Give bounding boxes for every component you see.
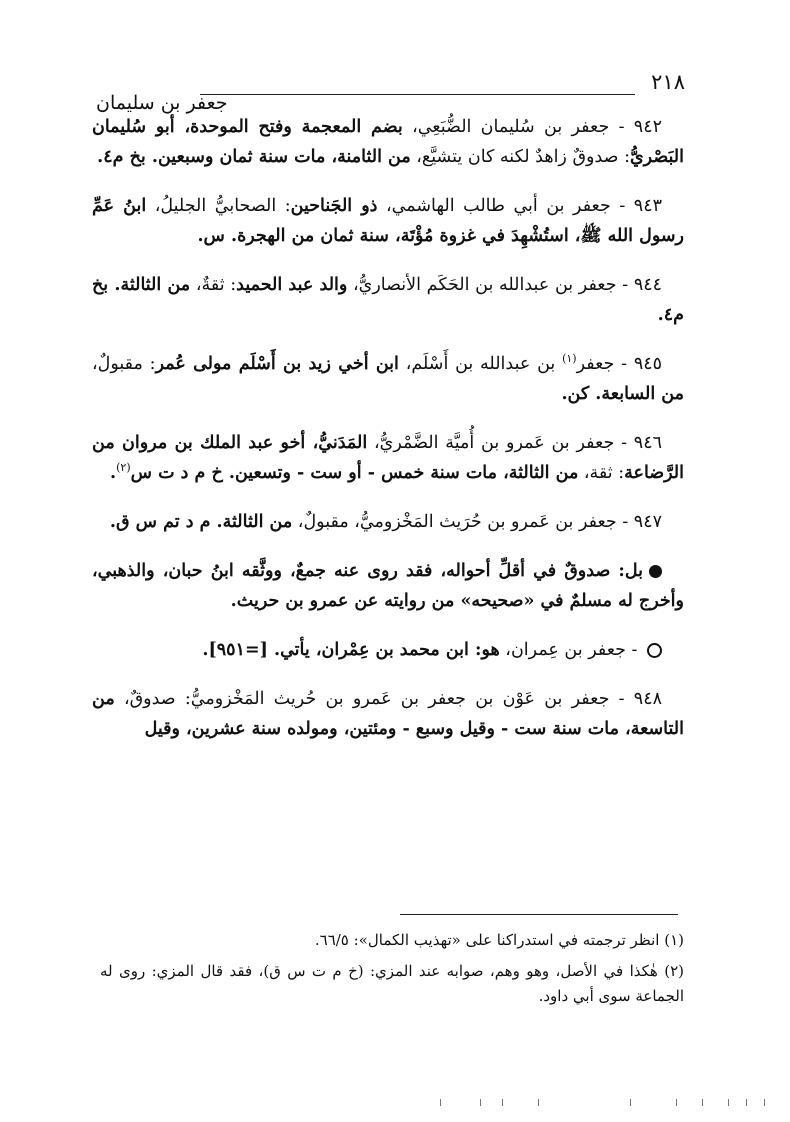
entry-text: : ثقةٌ، [190, 275, 237, 295]
entry-text: ٩٤٢ - جعفر بن سُليمان الضُّبَعِي، [402, 117, 662, 137]
entry-text: ٩٤٧ - جعفر بن عَمرو بن حُرَيث المَخْزوميُّ، مقبولٌ، [292, 512, 662, 532]
entry-text: . [110, 463, 117, 483]
entry-text: من السابعة. كن. [561, 384, 684, 404]
entry-text: ابن أخي زيد بن أَسْلَم مولى عُمر [155, 354, 399, 374]
entry-text: بضم المعجمة وفتح الموحدة، أبو سُليمان البَصْريُّ [92, 117, 684, 167]
entry-paragraph [92, 428, 684, 488]
entry-text: ٩٤٣ - جعفر بن أبي طالب الهاشمي، [377, 196, 662, 216]
footnote: (٢) هٰكذا في الأصل، وهو وهم، صوابه عند المزي: (خ م ت س ق)، فقد قال المزي: روى له الجماعة سوى أبي داود. [100, 962, 684, 1005]
scan-edge-marks [440, 1096, 770, 1106]
entry-text: بل: صدوقٌ في أقلِّ أحواله، فقد روى عنه جمعٌ، ووثَّقه ابنُ حبان، والذهبي، وأخرج له مسلمٌ في «صحيحه» من روايته عن عمرو بن حريث. [92, 561, 684, 611]
filled-circle-bullet-icon [649, 565, 662, 578]
entry-text: : الصحابيُّ الجليلُ، [146, 196, 291, 216]
entry-text: ذو الجَناحين [290, 196, 378, 216]
entry-paragraph [92, 349, 684, 409]
hollow-circle-icon [647, 643, 662, 658]
entry-paragraph [92, 112, 684, 172]
entry-text: : ثقة، [578, 463, 625, 483]
entry-paragraph [92, 684, 684, 744]
entry-paragraph [92, 507, 684, 537]
entry-text: والد عبد الحميد [236, 275, 348, 295]
entry-text: من الثالثة. م د تم س ق. [109, 512, 293, 532]
footnote-rule [400, 914, 678, 915]
entry-text: من الثالثة. بخ م٤. [92, 275, 684, 325]
entry-text: ٩٤٤ - جعفر بن عبدالله بن الحَكَم الأنصاريُّ، [347, 275, 663, 295]
entry-text: من الثامنة، مات سنة ثمان وسبعين. بخ م٤. [97, 147, 411, 167]
entry-text: : مقبولٌ، [92, 354, 156, 374]
entry-paragraph [92, 270, 684, 330]
page-number: ٢١٨ [651, 70, 685, 94]
footnote: (١) انظر ترجمته في استدراكنا على «تهذيب الكمال»: ٦٦/٥. [314, 931, 684, 949]
entry-text: المَدَنيُّ، أخو عبد الملك بن مروان من الرَّضاعة [92, 433, 684, 483]
entry-paragraph [92, 191, 684, 251]
page-header [92, 70, 685, 114]
entry-text: ٩٤٨ - جعفر بن عَوْن بن جعفر بن عَمرو بن حُريث المَخْزوميُّ: صدوقٌ، [114, 689, 662, 709]
entry-text: ٩٤٦ - جعفر بن عَمرو بن أُميَّة الضَّمْريُّ، [367, 433, 662, 453]
entry-text: ٩٤٥ - جعفر [576, 354, 663, 374]
footnote-reference: (١) [562, 352, 577, 366]
entry-paragraph [92, 635, 684, 665]
page-body [92, 112, 684, 763]
footnote-reference: (٢) [116, 461, 131, 475]
entry-text: من الثالثة، مات سنة خمس - أو ست - وتسعين. خ م د ت س [130, 463, 579, 483]
entry-text: : صدوقٌ زاهدٌ لكنه كان يتشيَّع، [410, 147, 630, 167]
entry-text: من التاسعة، مات سنة ست - وقيل وسبع - ومئتين، ومولده سنة عشرين، وقيل [92, 689, 684, 739]
running-title: جعفر بن سليمان [96, 92, 228, 114]
entry-text: هو: ابن محمد بن عِمْران، يأتي. [=٩٥١]. [202, 640, 500, 660]
header-rule [200, 94, 635, 95]
entry-text: بن عبدالله بن أَسْلَم، [398, 354, 563, 374]
entry-text: ابنُ عَمِّ رسول الله ﷺ، استُشْهِدَ في غزوة مُؤْتَة، سنة ثمان من الهجرة. س. [92, 196, 684, 246]
entry-paragraph [92, 556, 684, 616]
footnotes [100, 928, 684, 1015]
entry-text: - جعفر بن عِمران، [499, 640, 643, 660]
